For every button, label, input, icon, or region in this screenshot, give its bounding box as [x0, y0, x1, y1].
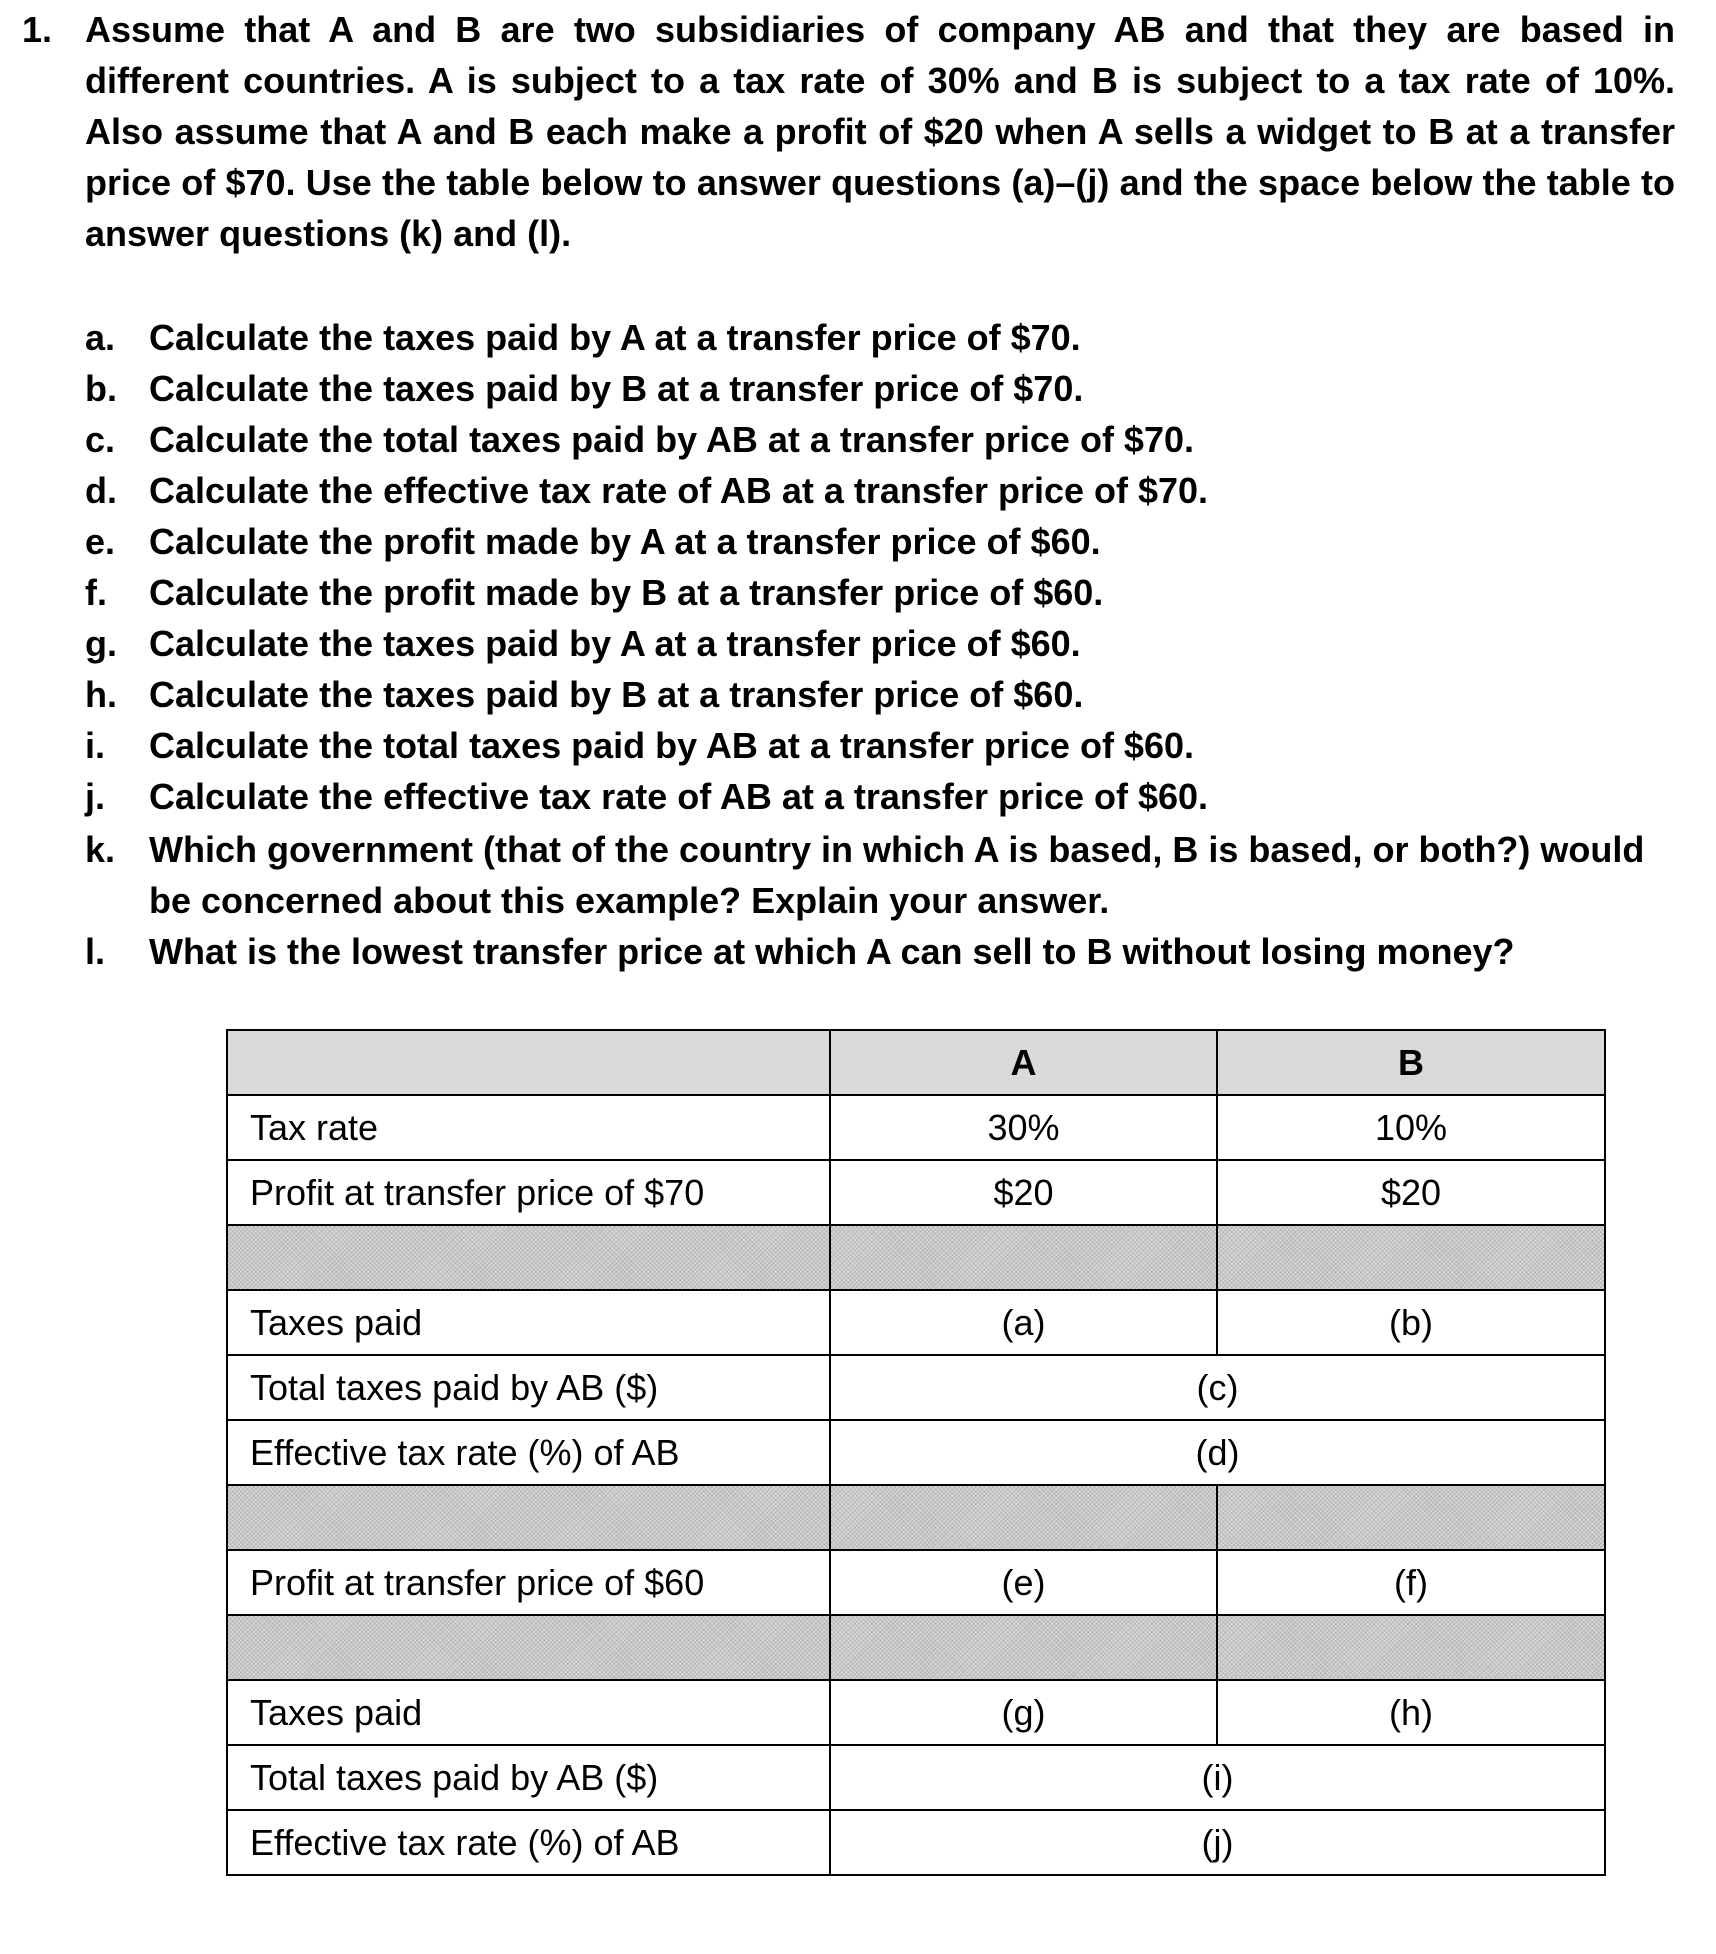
sub-question-text: Calculate the taxes paid by B at a transfer price of $60.: [149, 674, 1084, 715]
table-row: [227, 1290, 1605, 1355]
shaded-cell: [1217, 1225, 1605, 1290]
sub-question-l: [85, 926, 1685, 977]
sub-question-j: [85, 771, 1685, 822]
table-row: [227, 1745, 1605, 1810]
sub-question-letter: d.: [85, 470, 117, 511]
row-label: Taxes paid: [227, 1680, 830, 1745]
sub-question-a: [85, 312, 1685, 363]
cell-a: (g): [830, 1680, 1217, 1745]
sub-question-text: Calculate the taxes paid by A at a transfer price of $60.: [149, 623, 1081, 664]
cell-a: 30%: [830, 1095, 1217, 1160]
sub-question-letter: h.: [85, 674, 117, 715]
table-header-row: [227, 1030, 1605, 1095]
sub-question-e: [85, 516, 1685, 567]
cell-combined: (i): [830, 1745, 1605, 1810]
cell-a: $20: [830, 1160, 1217, 1225]
table-row: [227, 1095, 1605, 1160]
sub-question-text: Calculate the taxes paid by B at a transfer price of $70.: [149, 368, 1084, 409]
shaded-cell: [227, 1485, 830, 1550]
sub-question-c: [85, 414, 1685, 465]
sub-question-letter: f.: [85, 572, 107, 613]
header-b: B: [1217, 1030, 1605, 1095]
cell-combined: (j): [830, 1810, 1605, 1875]
tax-table: [226, 1029, 1606, 1876]
sub-question-letter: i.: [85, 725, 106, 766]
shaded-divider-row: [227, 1485, 1605, 1550]
sub-question-letter: j.: [85, 776, 106, 817]
cell-combined: (c): [830, 1355, 1605, 1420]
table-row: [227, 1160, 1605, 1225]
shaded-cell: [830, 1485, 1217, 1550]
sub-question-text: Calculate the profit made by B at a transfer price of $60.: [149, 572, 1104, 613]
row-label: Profit at transfer price of $70: [227, 1160, 830, 1225]
sub-question-letter: a.: [85, 317, 116, 358]
shaded-cell: [227, 1225, 830, 1290]
sub-question-f: [85, 567, 1685, 618]
sub-question-letter: l.: [85, 931, 106, 972]
sub-question-letter: g.: [85, 623, 117, 664]
sub-question-text: Which government (that of the country in which A is based, B is based, or both?) would be concerned about this example? Explain your answer.: [149, 829, 1645, 921]
header-empty: [227, 1030, 830, 1095]
row-label: Total taxes paid by AB ($): [227, 1355, 830, 1420]
table-row: [227, 1420, 1605, 1485]
cell-a: (e): [830, 1550, 1217, 1615]
cell-combined: (d): [830, 1420, 1605, 1485]
sub-question-letter: k.: [85, 829, 116, 870]
question-number: 1.: [22, 9, 53, 50]
cell-b: 10%: [1217, 1095, 1605, 1160]
sub-question-text: Calculate the effective tax rate of AB at a transfer price of $70.: [149, 470, 1209, 511]
shaded-divider-row: [227, 1615, 1605, 1680]
shaded-cell: [227, 1615, 830, 1680]
sub-question-text: Calculate the taxes paid by A at a transfer price of $70.: [149, 317, 1081, 358]
shaded-divider-row: [227, 1225, 1605, 1290]
table-row: [227, 1680, 1605, 1745]
cell-a: (a): [830, 1290, 1217, 1355]
sub-question-text: What is the lowest transfer price at which A can sell to B without losing money?: [149, 931, 1515, 972]
cell-b: (h): [1217, 1680, 1605, 1745]
sub-question-text: Calculate the total taxes paid by AB at a transfer price of $60.: [149, 725, 1195, 766]
sub-question-text: Calculate the effective tax rate of AB at a transfer price of $60.: [149, 776, 1209, 817]
shaded-cell: [830, 1615, 1217, 1680]
sub-question-h: [85, 669, 1685, 720]
table-row: [227, 1355, 1605, 1420]
sub-question-letter: c.: [85, 419, 116, 460]
sub-question-text: Calculate the profit made by A at a transfer price of $60.: [149, 521, 1101, 562]
shaded-cell: [830, 1225, 1217, 1290]
sub-question-text: Calculate the total taxes paid by AB at a transfer price of $70.: [149, 419, 1195, 460]
sub-question-d: [85, 465, 1685, 516]
cell-b: (b): [1217, 1290, 1605, 1355]
shaded-cell: [1217, 1485, 1605, 1550]
sub-question-letter: e.: [85, 521, 116, 562]
row-label: Total taxes paid by AB ($): [227, 1745, 830, 1810]
row-label: Effective tax rate (%) of AB: [227, 1420, 830, 1485]
question-text: Assume that A and B are two subsidiaries of company AB and that they are based in different countries. A is subject to a tax rate of 30% and B is subject to a tax rate of 10%. Also assume that A and B each make a profit of $20 when A sells a widget to B at a transfer price of $70. Use the table below to answer questions (a)–(j) and the space below the table to answer questions (k) and (l).: [85, 9, 1675, 254]
sub-question-letter: b.: [85, 368, 117, 409]
header-a: A: [830, 1030, 1217, 1095]
table-row: [227, 1550, 1605, 1615]
cell-b: $20: [1217, 1160, 1605, 1225]
sub-question-k: [85, 824, 1685, 926]
table-row: [227, 1810, 1605, 1875]
sub-question-b: [85, 363, 1685, 414]
sub-question-g: [85, 618, 1685, 669]
row-label: Effective tax rate (%) of AB: [227, 1810, 830, 1875]
cell-b: (f): [1217, 1550, 1605, 1615]
sub-question-list: [85, 312, 1685, 977]
sub-question-i: [85, 720, 1685, 771]
row-label: Profit at transfer price of $60: [227, 1550, 830, 1615]
row-label: Tax rate: [227, 1095, 830, 1160]
shaded-cell: [1217, 1615, 1605, 1680]
row-label: Taxes paid: [227, 1290, 830, 1355]
